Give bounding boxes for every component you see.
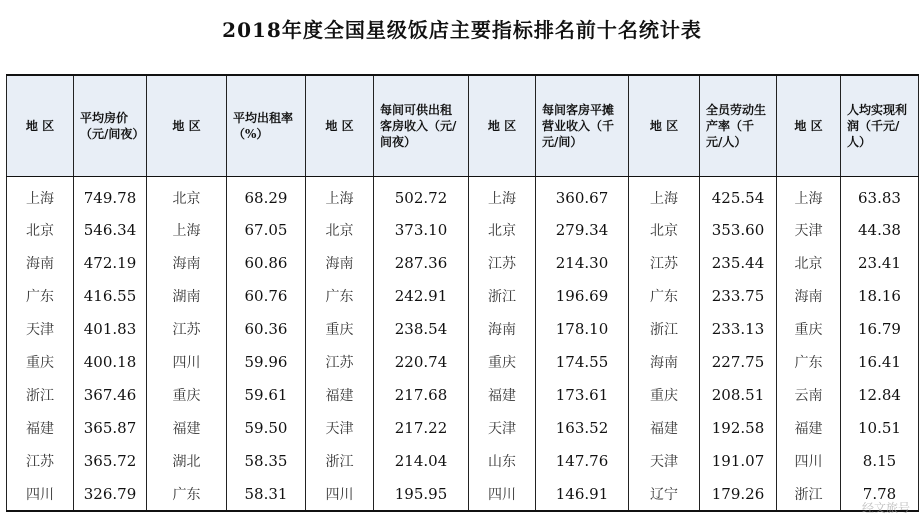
value-cell: 400.18	[74, 345, 147, 378]
region-cell: 浙江	[469, 279, 536, 312]
value-cell: 233.75	[700, 279, 777, 312]
value-cell: 173.61	[536, 378, 629, 411]
value-cell: 58.31	[227, 477, 306, 511]
value-cell: 60.86	[227, 246, 306, 279]
value-cell: 217.68	[374, 378, 469, 411]
table-row	[7, 411, 919, 444]
value-cell: 178.10	[536, 312, 629, 345]
region-cell: 广东	[306, 279, 374, 312]
value-cell: 196.69	[536, 279, 629, 312]
region-cell: 江苏	[7, 444, 74, 477]
region-cell: 海南	[147, 246, 227, 279]
value-cell: 502.72	[374, 177, 469, 214]
region-cell: 云南	[777, 378, 841, 411]
value-cell: 208.51	[700, 378, 777, 411]
value-cell: 59.50	[227, 411, 306, 444]
region-cell: 四川	[306, 477, 374, 511]
region-cell: 广东	[777, 345, 841, 378]
region-cell: 天津	[777, 213, 841, 246]
region-cell: 江苏	[306, 345, 374, 378]
value-cell: 67.05	[227, 213, 306, 246]
region-cell: 福建	[629, 411, 700, 444]
value-cell: 365.87	[74, 411, 147, 444]
region-cell: 浙江	[777, 477, 841, 511]
region-header: 地 区	[469, 75, 536, 177]
region-cell: 福建	[777, 411, 841, 444]
region-cell: 天津	[629, 444, 700, 477]
region-cell: 广东	[629, 279, 700, 312]
watermark: 经文旅号	[861, 501, 910, 515]
region-cell: 山东	[469, 444, 536, 477]
value-cell: 217.22	[374, 411, 469, 444]
table-row	[7, 312, 919, 345]
region-cell: 海南	[629, 345, 700, 378]
value-cell: 147.76	[536, 444, 629, 477]
table-row	[7, 345, 919, 378]
value-cell: 59.61	[227, 378, 306, 411]
value-cell: 195.95	[374, 477, 469, 511]
region-cell: 上海	[469, 177, 536, 214]
metric-header: 每间客房平摊营业收入（千元/间）	[536, 75, 629, 177]
region-cell: 江苏	[469, 246, 536, 279]
value-cell: 146.91	[536, 477, 629, 511]
value-cell: 163.52	[536, 411, 629, 444]
value-cell: 214.04	[374, 444, 469, 477]
region-cell: 四川	[147, 345, 227, 378]
value-cell: 58.35	[227, 444, 306, 477]
region-cell: 福建	[147, 411, 227, 444]
region-header: 地 区	[777, 75, 841, 177]
region-cell: 四川	[469, 477, 536, 511]
value-cell: 287.36	[374, 246, 469, 279]
value-cell: 10.51	[841, 411, 919, 444]
value-cell: 44.38	[841, 213, 919, 246]
value-cell: 472.19	[74, 246, 147, 279]
region-cell: 北京	[147, 177, 227, 214]
value-cell: 242.91	[374, 279, 469, 312]
region-cell: 上海	[629, 177, 700, 214]
region-cell: 福建	[306, 378, 374, 411]
region-cell: 北京	[469, 213, 536, 246]
region-cell: 天津	[7, 312, 74, 345]
value-cell: 220.74	[374, 345, 469, 378]
region-cell: 湖北	[147, 444, 227, 477]
region-cell: 辽宁	[629, 477, 700, 511]
value-cell: 235.44	[700, 246, 777, 279]
value-cell: 174.55	[536, 345, 629, 378]
region-cell: 四川	[7, 477, 74, 511]
region-cell: 重庆	[629, 378, 700, 411]
value-cell: 546.34	[74, 213, 147, 246]
value-cell: 7.78	[841, 477, 919, 511]
region-cell: 重庆	[147, 378, 227, 411]
region-header: 地 区	[7, 75, 74, 177]
value-cell: 68.29	[227, 177, 306, 214]
value-cell: 8.15	[841, 444, 919, 477]
value-cell: 353.60	[700, 213, 777, 246]
table-row	[7, 444, 919, 477]
region-cell: 上海	[147, 213, 227, 246]
region-cell: 湖南	[147, 279, 227, 312]
region-cell: 上海	[7, 177, 74, 214]
region-cell: 四川	[777, 444, 841, 477]
value-cell: 60.36	[227, 312, 306, 345]
region-header: 地 区	[306, 75, 374, 177]
region-cell: 海南	[469, 312, 536, 345]
value-cell: 233.13	[700, 312, 777, 345]
region-cell: 重庆	[306, 312, 374, 345]
value-cell: 214.30	[536, 246, 629, 279]
region-cell: 重庆	[777, 312, 841, 345]
value-cell: 192.58	[700, 411, 777, 444]
value-cell: 365.72	[74, 444, 147, 477]
region-cell: 广东	[147, 477, 227, 511]
table-body	[7, 177, 919, 512]
table-row	[7, 477, 919, 511]
hotel-ranking-table	[6, 74, 919, 512]
region-cell: 福建	[7, 411, 74, 444]
value-cell: 749.78	[74, 177, 147, 214]
value-cell: 23.41	[841, 246, 919, 279]
table-row	[7, 213, 919, 246]
value-cell: 360.67	[536, 177, 629, 214]
value-cell: 16.41	[841, 345, 919, 378]
table-row	[7, 246, 919, 279]
region-cell: 重庆	[7, 345, 74, 378]
region-cell: 北京	[306, 213, 374, 246]
region-cell: 海南	[777, 279, 841, 312]
region-cell: 海南	[306, 246, 374, 279]
region-cell: 上海	[306, 177, 374, 214]
region-cell: 天津	[469, 411, 536, 444]
region-cell: 北京	[777, 246, 841, 279]
value-cell: 18.16	[841, 279, 919, 312]
region-cell: 江苏	[629, 246, 700, 279]
region-cell: 浙江	[7, 378, 74, 411]
header-row	[7, 75, 919, 177]
table-row	[7, 279, 919, 312]
region-cell: 浙江	[306, 444, 374, 477]
value-cell: 373.10	[374, 213, 469, 246]
metric-header: 平均出租率（%）	[227, 75, 306, 177]
value-cell: 60.76	[227, 279, 306, 312]
value-cell: 367.46	[74, 378, 147, 411]
region-cell: 海南	[7, 246, 74, 279]
value-cell: 63.83	[841, 177, 919, 214]
metric-header: 全员劳动生产率（千元/人）	[700, 75, 777, 177]
table-title: 2018年度全国星级饭店主要指标排名前十名统计表	[222, 18, 702, 42]
value-cell: 279.34	[536, 213, 629, 246]
value-cell: 191.07	[700, 444, 777, 477]
value-cell: 416.55	[74, 279, 147, 312]
region-cell: 北京	[7, 213, 74, 246]
region-cell: 广东	[7, 279, 74, 312]
value-cell: 179.26	[700, 477, 777, 511]
table-row	[7, 378, 919, 411]
value-cell: 12.84	[841, 378, 919, 411]
value-cell: 326.79	[74, 477, 147, 511]
table-row	[7, 177, 919, 214]
region-cell: 浙江	[629, 312, 700, 345]
value-cell: 16.79	[841, 312, 919, 345]
region-header: 地 区	[629, 75, 700, 177]
region-cell: 天津	[306, 411, 374, 444]
region-cell: 上海	[777, 177, 841, 214]
value-cell: 401.83	[74, 312, 147, 345]
region-cell: 北京	[629, 213, 700, 246]
value-cell: 425.54	[700, 177, 777, 214]
region-cell: 福建	[469, 378, 536, 411]
value-cell: 238.54	[374, 312, 469, 345]
metric-header: 人均实现利润（千元/人）	[841, 75, 919, 177]
region-cell: 江苏	[147, 312, 227, 345]
metric-header: 平均房价（元/间夜）	[74, 75, 147, 177]
region-cell: 重庆	[469, 345, 536, 378]
value-cell: 227.75	[700, 345, 777, 378]
value-cell: 59.96	[227, 345, 306, 378]
region-header: 地 区	[147, 75, 227, 177]
metric-header: 每间可供出租客房收入（元/间夜）	[374, 75, 469, 177]
